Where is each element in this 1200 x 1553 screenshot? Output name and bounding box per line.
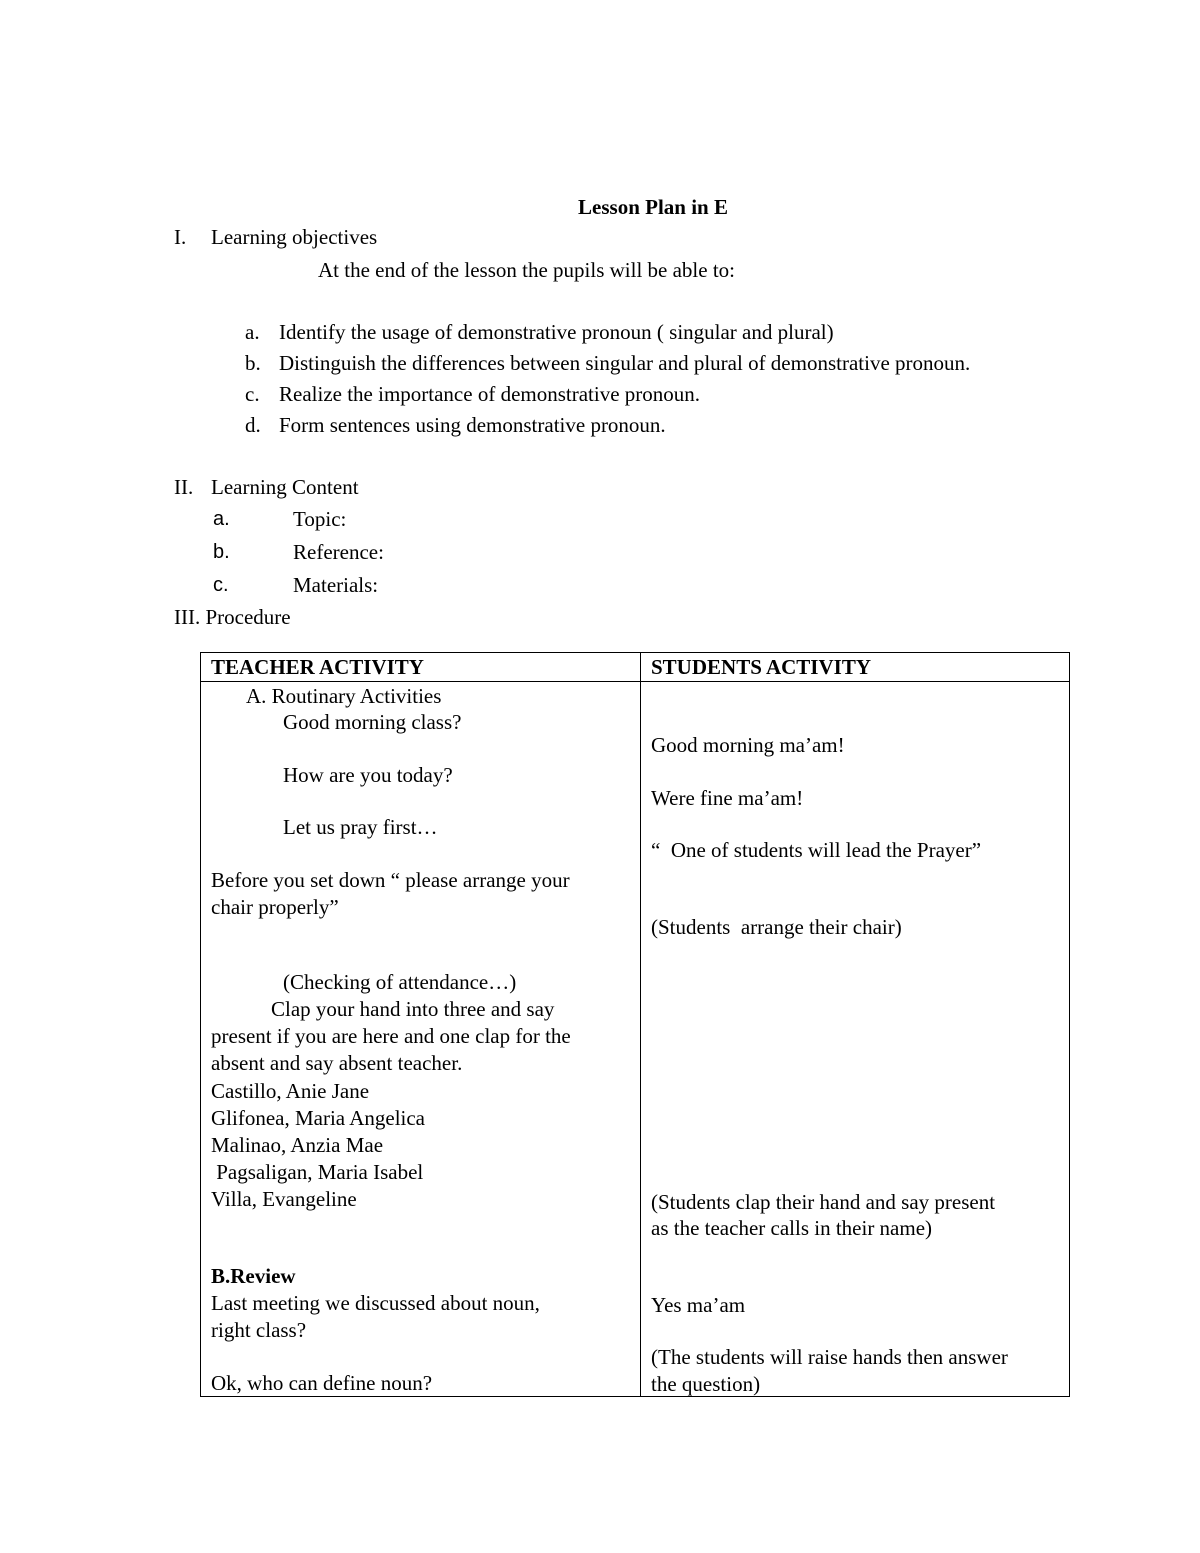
header-students-activity: STUDENTS ACTIVITY — [651, 655, 871, 679]
routine-heading: A. Routinary Activities — [246, 684, 442, 708]
objective-item: Distinguish the differences between singular and plural of demonstrative pronoun. — [279, 351, 971, 375]
student-response: Yes ma’am — [651, 1293, 746, 1317]
objective-item: Form sentences using demonstrative pronoun. — [279, 413, 666, 437]
objectives-intro: At the end of the lesson the pupils will be able to: — [318, 258, 736, 282]
section-2-number: II. — [174, 475, 194, 499]
content-letter: c. — [213, 574, 229, 596]
teacher-line: right class? — [211, 1318, 307, 1342]
teacher-line: How are you today? — [283, 763, 453, 787]
review-heading: B.Review — [211, 1264, 296, 1288]
content-item-reference: Reference: — [293, 540, 384, 564]
teacher-line: Ok, who can define noun? — [211, 1371, 433, 1395]
student-name: Malinao, Anzia Mae — [211, 1133, 384, 1157]
student-response: “ One of students will lead the Prayer” — [651, 838, 982, 862]
content-item-materials: Materials: — [293, 573, 379, 597]
student-name: Castillo, Anie Jane — [211, 1079, 370, 1103]
student-name: Pagsaligan, Maria Isabel — [211, 1160, 424, 1184]
table-header-divider — [201, 681, 1069, 682]
student-response: (Students arrange their chair) — [651, 915, 902, 939]
header-teacher-activity: TEACHER ACTIVITY — [211, 655, 424, 679]
teacher-line: present if you are here and one clap for the — [211, 1024, 571, 1048]
content-letter: b. — [213, 541, 230, 563]
table-column-divider — [640, 653, 641, 1396]
procedure-table — [200, 652, 1070, 1397]
student-response: (The students will raise hands then answer — [651, 1345, 1008, 1369]
student-name: Glifonea, Maria Angelica — [211, 1106, 425, 1130]
teacher-line: Clap your hand into three and say — [271, 997, 555, 1021]
student-name: Villa, Evangeline — [211, 1187, 357, 1211]
section-3-label: III. Procedure — [174, 605, 291, 629]
student-response: Were fine ma’am! — [651, 786, 804, 810]
objective-item: Identify the usage of demonstrative pronoun ( singular and plural) — [279, 320, 834, 344]
teacher-line: (Checking of attendance…) — [283, 970, 517, 994]
teacher-line: Last meeting we discussed about noun, — [211, 1291, 540, 1315]
objective-item: Realize the importance of demonstrative pronoun. — [279, 382, 701, 406]
student-response: as the teacher calls in their name) — [651, 1216, 933, 1240]
content-letter: a. — [213, 508, 230, 530]
objective-letter: a. — [245, 320, 260, 344]
section-1-label: Learning objectives — [211, 225, 378, 249]
page-title: Lesson Plan in E — [578, 195, 728, 219]
content-item-topic: Topic: — [293, 507, 347, 531]
teacher-line: absent and say absent teacher. — [211, 1051, 463, 1075]
section-1-number: I. — [174, 225, 187, 249]
student-response: Good morning ma’am! — [651, 733, 845, 757]
objective-letter: c. — [245, 382, 260, 406]
student-response: (Students clap their hand and say present — [651, 1190, 996, 1214]
objective-letter: b. — [245, 351, 261, 375]
teacher-line: Before you set down “ please arrange your — [211, 868, 570, 892]
teacher-line: Let us pray first… — [283, 815, 438, 839]
section-2-label: Learning Content — [211, 475, 359, 499]
teacher-line: chair properly” — [211, 895, 339, 919]
teacher-line: Good morning class? — [283, 710, 462, 734]
objective-letter: d. — [245, 413, 261, 437]
student-response: the question) — [651, 1372, 761, 1396]
